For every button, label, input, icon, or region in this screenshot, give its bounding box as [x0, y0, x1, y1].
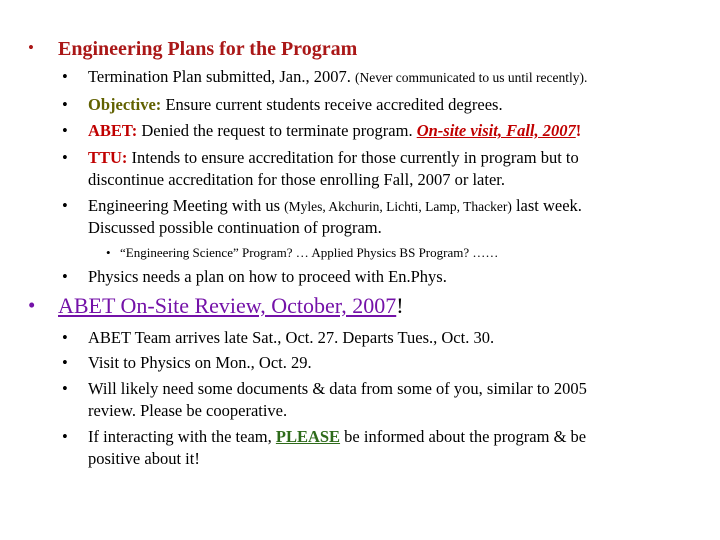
documents-item: Will likely need some documents & data from some of you, similar to 2005 [88, 379, 587, 398]
abet-text: Denied the request to terminate program. [137, 121, 417, 140]
section-title-engineering-plans: Engineering Plans for the Program [58, 38, 358, 60]
interacting-item [88, 427, 586, 447]
bullet: • [62, 379, 68, 398]
bullet: • [62, 427, 68, 446]
bullet: • [62, 121, 68, 140]
bullet: • [28, 293, 36, 317]
interacting-text: If interacting with the team, [88, 427, 276, 446]
engineering-meeting-item [88, 196, 582, 216]
objective-item [88, 95, 503, 115]
bullet: • [28, 38, 34, 57]
meeting-names: (Myles, Akchurin, Lichti, Lamp, Thacker) [284, 199, 512, 214]
physics-visit-item: Visit to Physics on Mon., Oct. 29. [88, 353, 312, 372]
section-title-abet-review [58, 293, 404, 319]
bullet: • [62, 267, 68, 286]
bullet: • [62, 148, 68, 167]
ttu-text-cont: discontinue accreditation for those enrolling Fall, 2007 or later. [88, 170, 505, 189]
physics-plan-item: Physics needs a plan on how to proceed with En.Phys. [88, 267, 447, 286]
bullet: • [62, 328, 68, 347]
interacting-item-cont: positive about it! [88, 449, 200, 468]
objective-label: Objective: [88, 95, 162, 114]
meeting-text-cont: Discussed possible continuation of program. [88, 218, 382, 237]
abet-label: ABET: [88, 121, 138, 140]
program-options-subitem: “Engineering Science” Program? … Applied Physics BS Program? …… [120, 245, 499, 260]
bullet: • [62, 196, 68, 215]
ttu-item [88, 148, 579, 168]
meeting-text: Engineering Meeting with us [88, 196, 285, 215]
onsite-visit-link[interactable]: On-site visit, Fall, 2007 [416, 121, 576, 140]
please-emphasis: PLEASE [275, 427, 341, 446]
ttu-text: Intends to ensure accreditation for those currently in program but to [127, 148, 579, 167]
bullet: • [62, 95, 68, 114]
documents-item-cont: review. Please be cooperative. [88, 401, 288, 420]
bullet: • [62, 67, 68, 86]
interacting-tail: be informed about the program & be [340, 427, 587, 446]
bullet: • [106, 245, 111, 260]
termination-plan-item [88, 67, 587, 87]
abet-review-title: ABET On-Site Review, October, 2007 [58, 293, 397, 318]
bullet: • [62, 353, 68, 372]
termination-plan-note: (Never communicated to us until recently). [354, 70, 588, 85]
ttu-label: TTU: [88, 148, 128, 167]
termination-plan-text: Termination Plan submitted, Jan., 2007. [88, 67, 351, 86]
team-arrival-item: ABET Team arrives late Sat., Oct. 27. Departs Tues., Oct. 30. [88, 328, 495, 347]
objective-text: Ensure current students receive accredited degrees. [161, 95, 503, 114]
abet-review-exclaim: ! [396, 293, 404, 318]
meeting-tail: last week. [511, 196, 582, 215]
abet-item [88, 121, 581, 141]
abet-exclaim: ! [575, 121, 582, 140]
